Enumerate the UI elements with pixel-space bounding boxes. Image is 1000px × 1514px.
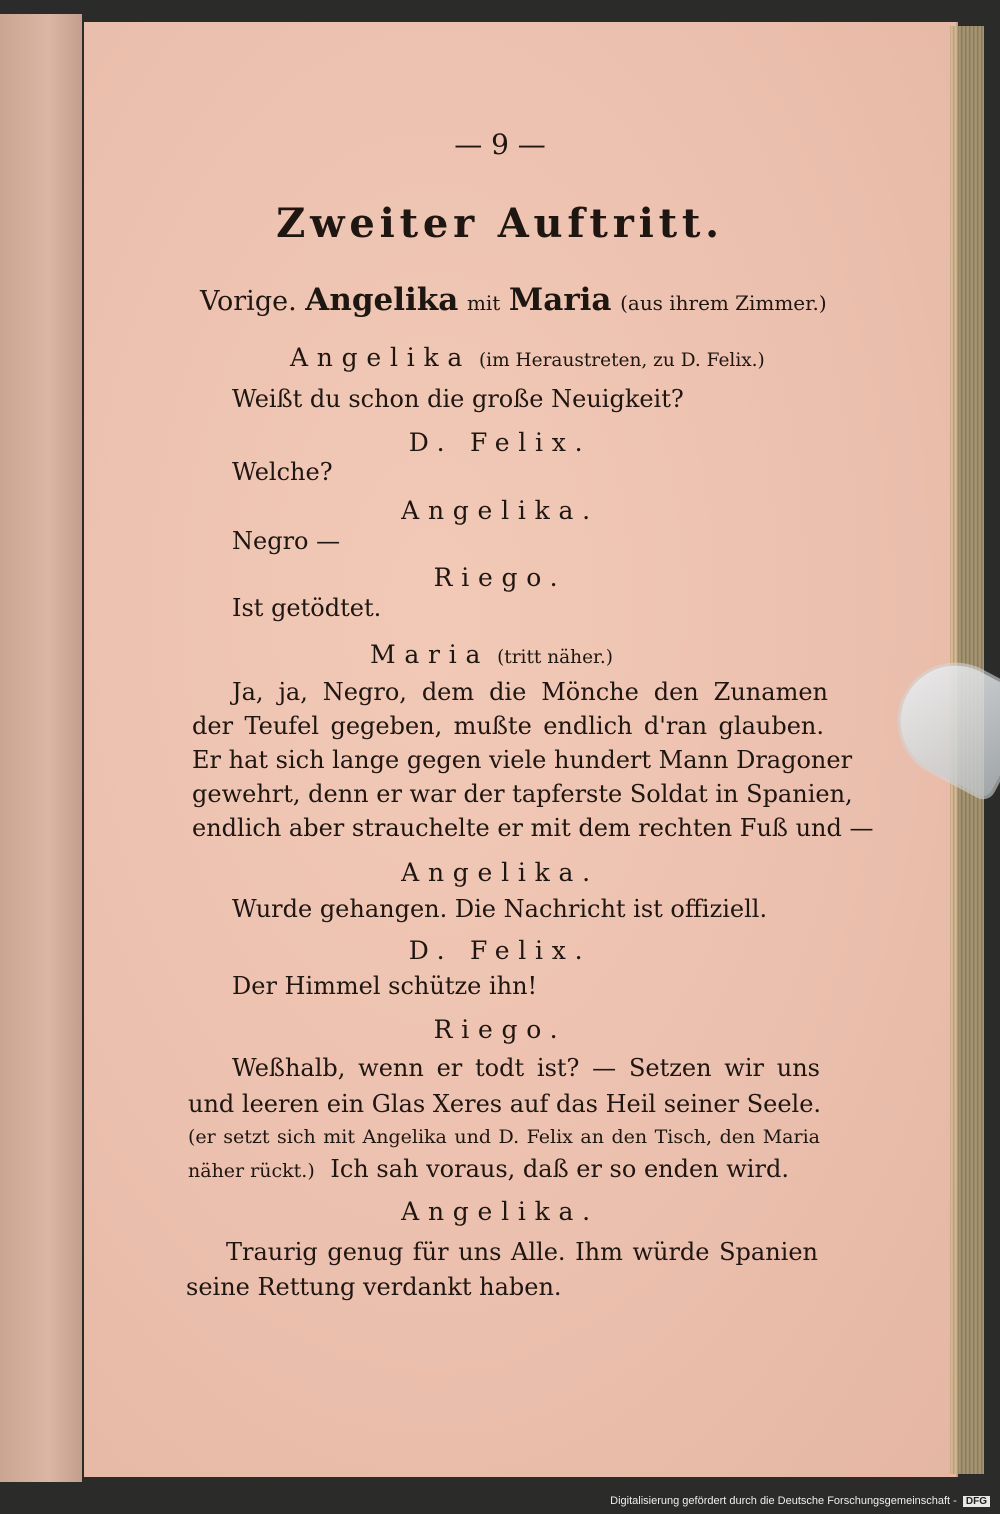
speaker-heading xyxy=(370,640,613,669)
dialogue-line: und leeren ein Glas Xeres auf das Heil seiner Seele. xyxy=(188,1090,822,1118)
speaker-name: Maria xyxy=(370,640,490,669)
speaker-heading: Riego. xyxy=(433,1015,567,1044)
dialogue-line: endlich aber strauchelte er mit dem rechten Fuß und — xyxy=(192,814,874,842)
speaker-heading: Riego. xyxy=(433,563,567,592)
stage-direction: (im Heraustreten, zu D. Felix.) xyxy=(478,350,765,371)
dialogue-line: seine Rettung verdankt haben. xyxy=(186,1273,562,1301)
cast-prefix: Vorige. xyxy=(200,286,297,317)
dialogue-line: Traurig genug für uns Alle. Ihm würde Spanien xyxy=(226,1238,818,1266)
dialogue-line: der Teufel gegeben, mußte endlich d'ran glauben. xyxy=(192,712,824,740)
dfg-logo: DFG xyxy=(963,1496,990,1507)
stage-direction: (er setzt sich mit Angelika und D. Felix an den Tisch, den Maria xyxy=(188,1126,820,1148)
page-number: — 9 — xyxy=(454,128,546,161)
dialogue-line: Wurde gehangen. Die Nachricht ist offiziell. xyxy=(232,895,768,923)
digitization-footer xyxy=(610,1495,990,1507)
speaker-heading: Angelika. xyxy=(401,496,599,525)
dialogue-line: Negro — xyxy=(232,527,341,555)
speaker-heading: D. Felix. xyxy=(408,428,592,457)
stage-direction: näher rückt.) xyxy=(188,1160,315,1182)
cast-line xyxy=(200,282,827,318)
stage-direction: (tritt näher.) xyxy=(497,647,613,668)
dialogue-line: Ist getödtet. xyxy=(232,594,382,622)
dialogue-line xyxy=(188,1155,820,1183)
speaker-name: Angelika xyxy=(290,343,471,372)
speaker-heading: D. Felix. xyxy=(408,936,592,965)
speaker-heading: Angelika. xyxy=(401,858,599,887)
dialogue-line: Weßhalb, wenn er todt ist? — Setzen wir uns xyxy=(232,1054,820,1082)
dialogue-line: Der Himmel schütze ihn! xyxy=(232,972,538,1000)
cast-mid: mit xyxy=(466,291,501,315)
dialogue-text: Ich sah voraus, daß er so enden wird. xyxy=(330,1155,789,1183)
cast-note: (aus ihrem Zimmer.) xyxy=(620,291,827,315)
footer-credit: Digitalisierung gefördert durch die Deutsche Forschungsgemeinschaft - xyxy=(610,1495,957,1507)
cast-name-maria: Maria xyxy=(508,282,612,318)
dialogue-line: Weißt du schon die große Neuigkeit? xyxy=(232,385,684,413)
scene-title: Zweiter Auftritt. xyxy=(276,200,724,247)
dialogue-line: Ja, ja, Negro, dem die Mönche den Zunamen xyxy=(232,678,828,706)
dialogue-line: Welche? xyxy=(232,458,333,486)
dialogue-line: gewehrt, denn er war der tapferste Soldat in Spanien, xyxy=(192,780,853,808)
cast-name-angelika: Angelika xyxy=(305,282,459,318)
speaker-heading: Angelika. xyxy=(401,1197,599,1226)
speaker-heading xyxy=(290,343,765,372)
dialogue-line: Er hat sich lange gegen viele hundert Mann Dragoner xyxy=(192,746,853,774)
